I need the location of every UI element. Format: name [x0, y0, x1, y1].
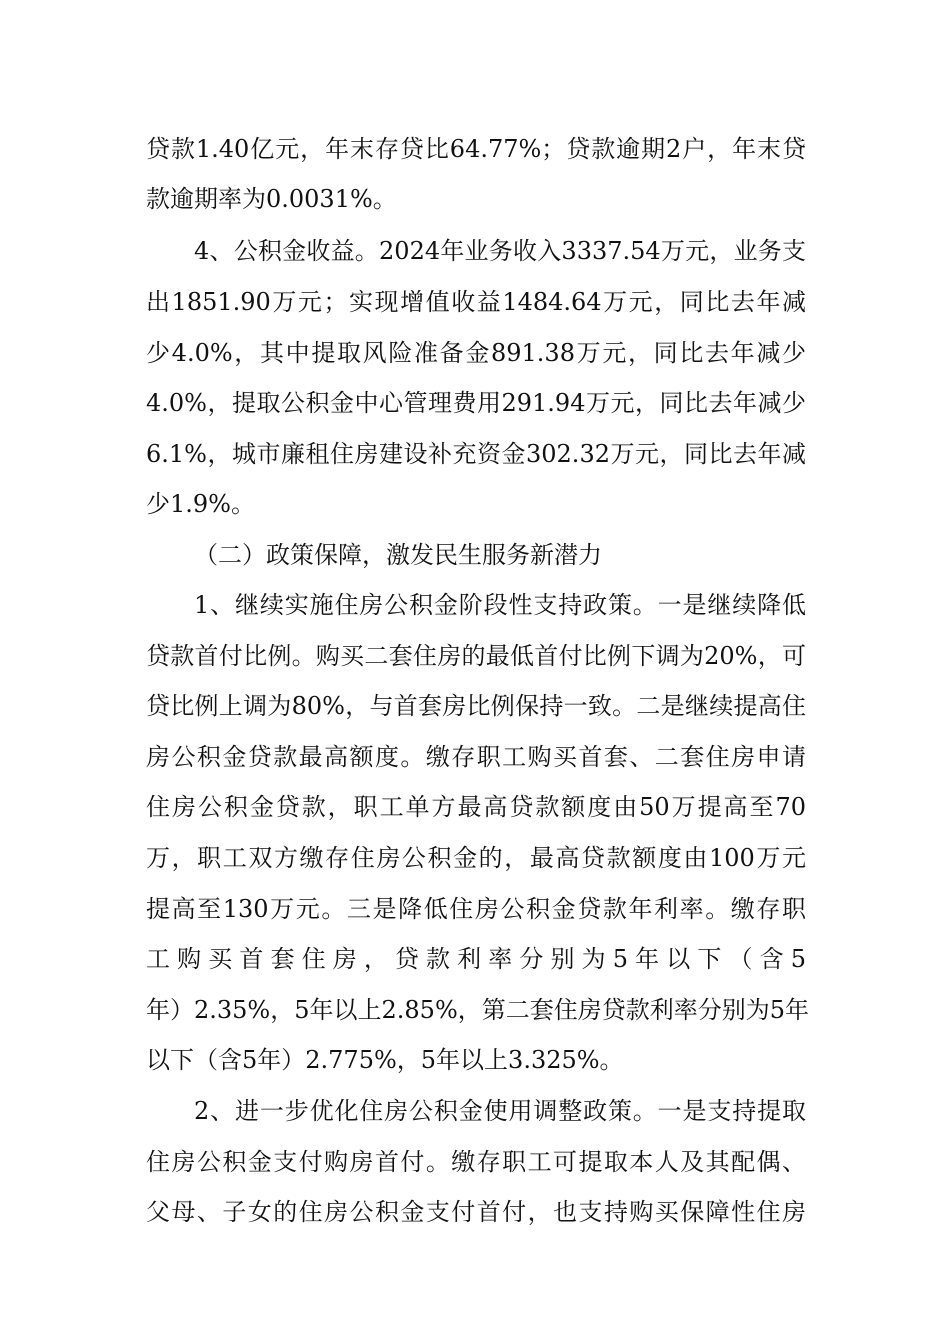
- text-line-14: 住房公积金贷款，职工单方最高贷款额度由50万提高至70: [146, 793, 806, 821]
- text-line-1: 贷款1.40亿元，年末存贷比64.77%；贷款逾期2户，年末贷: [146, 135, 806, 163]
- text-line-12: 贷比例上调为80%，与首套房比例保持一致。二是继续提高住: [146, 692, 806, 720]
- text-line-20: 2、进一步优化住房公积金使用调整政策。一是支持提取: [194, 1097, 806, 1125]
- text-line-21: 住房公积金支付购房首付。缴存职工可提取本人及其配偶、: [146, 1148, 806, 1176]
- text-line-2: 款逾期率为0.0031%。: [146, 185, 397, 213]
- text-line-5: 少4.0%，其中提取风险准备金891.38万元，同比去年减少: [146, 339, 806, 367]
- text-line-3: 4、公积金收益。2024年业务收入3337.54万元，业务支: [194, 237, 806, 265]
- text-line-22: 父母、子女的住房公积金支付首付，也支持购买保障性住房: [146, 1198, 806, 1226]
- text-line-19: 以下（含5年）2.775%，5年以上3.325%。: [146, 1046, 624, 1074]
- text-line-17: 工购买首套住房，贷款利率分别为5年以下（含5: [146, 945, 806, 973]
- text-line-18: 年）2.35%，5年以上2.85%，第二套住房贷款利率分别为5年: [146, 996, 810, 1024]
- text-line-15: 万，职工双方缴存住房公积金的，最高贷款额度由100万元: [146, 844, 806, 872]
- text-line-11: 贷款首付比例。购买二套住房的最低首付比例下调为20%，可: [146, 642, 806, 670]
- text-line-10: 1、继续实施住房公积金阶段性支持政策。一是继续降低: [194, 591, 806, 619]
- text-line-13: 房公积金贷款最高额度。缴存职工购买首套、二套住房申请: [146, 743, 806, 771]
- text-line-6: 4.0%，提取公积金中心管理费用291.94万元，同比去年减少: [146, 389, 806, 417]
- text-line-4: 出1851.90万元；实现增值收益1484.64万元，同比去年减: [146, 288, 806, 316]
- section-heading: （二）政策保障，激发民生服务新潜力: [194, 541, 602, 569]
- text-line-8: 少1.9%。: [146, 490, 255, 518]
- text-line-7: 6.1%，城市廉租住房建设补充资金302.32万元，同比去年减: [146, 440, 806, 468]
- text-line-16: 提高至130万元。三是降低住房公积金贷款年利率。缴存职: [146, 895, 806, 923]
